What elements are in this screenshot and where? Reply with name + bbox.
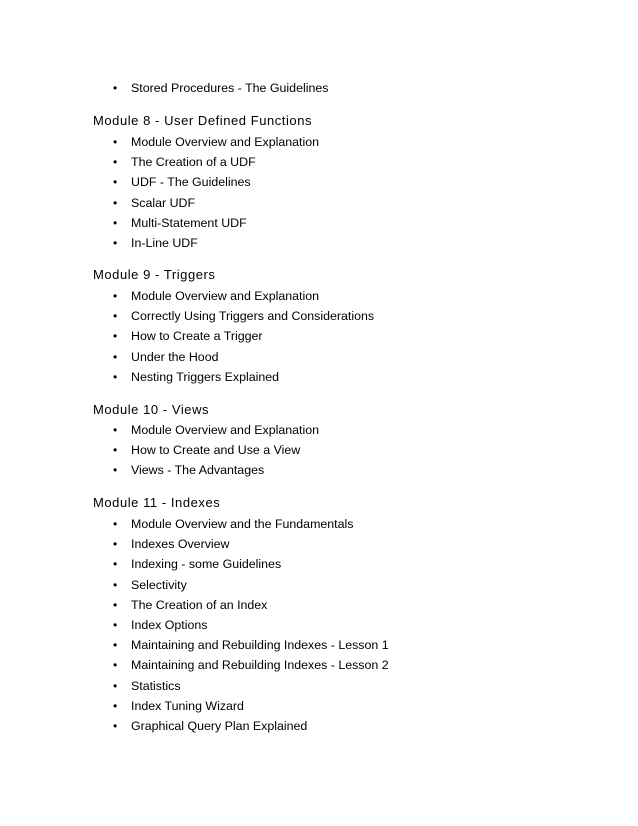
bullet-icon: • xyxy=(113,349,118,364)
list-item-label: Module Overview and Explanation xyxy=(131,289,320,303)
bullet-icon: • xyxy=(113,658,118,673)
module-10-heading: Module 10 - Views xyxy=(93,402,210,417)
bullet-icon: • xyxy=(113,289,118,303)
bullet-icon: • xyxy=(113,557,118,572)
list-item-label: Module Overview and the Fundamentals xyxy=(131,517,354,531)
list-item xyxy=(0,716,389,736)
bullet-icon: • xyxy=(113,638,118,653)
list-item-label: Module Overview and Explanation xyxy=(131,423,320,437)
bullet-icon: • xyxy=(113,175,118,190)
list-item xyxy=(0,534,389,554)
list-item xyxy=(0,347,374,367)
module-9-topic-list xyxy=(0,286,374,387)
list-item xyxy=(0,635,389,655)
list-item xyxy=(0,172,319,192)
list-item-label: Selectivity xyxy=(131,577,187,592)
list-item xyxy=(0,286,374,306)
list-item xyxy=(0,615,389,635)
list-item-label: The Creation of a UDF xyxy=(131,155,256,170)
list-item xyxy=(0,132,319,152)
list-item-label: Under the Hood xyxy=(131,349,219,364)
list-item xyxy=(0,575,389,595)
bullet-icon: • xyxy=(113,135,118,149)
bullet-icon: • xyxy=(113,443,118,458)
list-item-label: Correctly Using Triggers and Considerations xyxy=(131,309,375,324)
bullet-icon: • xyxy=(113,698,118,713)
module-8-topic-list xyxy=(0,132,319,253)
bullet-icon: • xyxy=(113,718,118,733)
list-item xyxy=(0,420,319,440)
bullet-icon: • xyxy=(113,537,118,552)
list-item xyxy=(0,306,374,326)
list-item-label: Module Overview and Explanation xyxy=(131,135,320,149)
list-item-label: How to Create and Use a View xyxy=(131,443,301,458)
bullet-icon: • xyxy=(113,215,118,230)
module-11-heading: Module 11 - Indexes xyxy=(93,495,221,510)
list-item xyxy=(0,367,374,387)
list-item-label: Views - The Advantages xyxy=(131,463,265,478)
list-item-label: Multi-Statement UDF xyxy=(131,215,247,230)
list-item xyxy=(0,655,389,675)
list-item xyxy=(0,78,328,98)
list-item-label: Index Tuning Wizard xyxy=(131,698,244,713)
continued-topic-list xyxy=(0,78,328,98)
list-item-label: UDF - The Guidelines xyxy=(131,175,251,190)
bullet-icon: • xyxy=(113,423,118,437)
list-item xyxy=(0,554,389,574)
list-item-label: How to Create a Trigger xyxy=(131,329,263,344)
bullet-icon: • xyxy=(113,463,118,478)
module-11-topic-list xyxy=(0,514,389,736)
list-item xyxy=(0,193,319,213)
module-8-heading: Module 8 - User Defined Functions xyxy=(93,113,313,128)
module-10-topic-list xyxy=(0,420,319,481)
bullet-icon: • xyxy=(113,235,118,250)
bullet-icon: • xyxy=(113,617,118,632)
bullet-icon: • xyxy=(113,329,118,344)
list-item-label: Maintaining and Rebuilding Indexes - Lesson 1 xyxy=(131,638,389,653)
list-item-label: Graphical Query Plan Explained xyxy=(131,718,308,733)
list-item-label: The Creation of an Index xyxy=(131,597,268,612)
list-item xyxy=(0,326,374,346)
bullet-icon: • xyxy=(113,195,118,210)
list-item-label: Indexing - some Guidelines xyxy=(131,557,282,572)
list-item-label: Maintaining and Rebuilding Indexes - Lesson 2 xyxy=(131,658,389,673)
bullet-icon: • xyxy=(113,577,118,592)
bullet-icon: • xyxy=(113,309,118,324)
list-item xyxy=(0,213,319,233)
bullet-icon: • xyxy=(113,597,118,612)
list-item xyxy=(0,595,389,615)
list-item xyxy=(0,440,319,460)
list-item xyxy=(0,233,319,253)
list-item-label: Indexes Overview xyxy=(131,537,230,552)
list-item-label: Stored Procedures - The Guidelines xyxy=(131,81,329,95)
bullet-icon: • xyxy=(113,678,118,693)
module-9-heading: Module 9 - Triggers xyxy=(93,267,216,282)
list-item xyxy=(0,514,389,534)
list-item-label: Index Options xyxy=(131,617,208,632)
list-item-label: Nesting Triggers Explained xyxy=(131,369,280,384)
list-item-label: In-Line UDF xyxy=(131,235,198,250)
list-item xyxy=(0,676,389,696)
list-item-label: Scalar UDF xyxy=(131,195,196,210)
list-item xyxy=(0,460,319,480)
list-item xyxy=(0,696,389,716)
list-item-label: Statistics xyxy=(131,678,181,693)
bullet-icon: • xyxy=(113,155,118,170)
bullet-icon: • xyxy=(113,81,118,95)
bullet-icon: • xyxy=(113,517,118,531)
list-item xyxy=(0,152,319,172)
bullet-icon: • xyxy=(113,369,118,384)
